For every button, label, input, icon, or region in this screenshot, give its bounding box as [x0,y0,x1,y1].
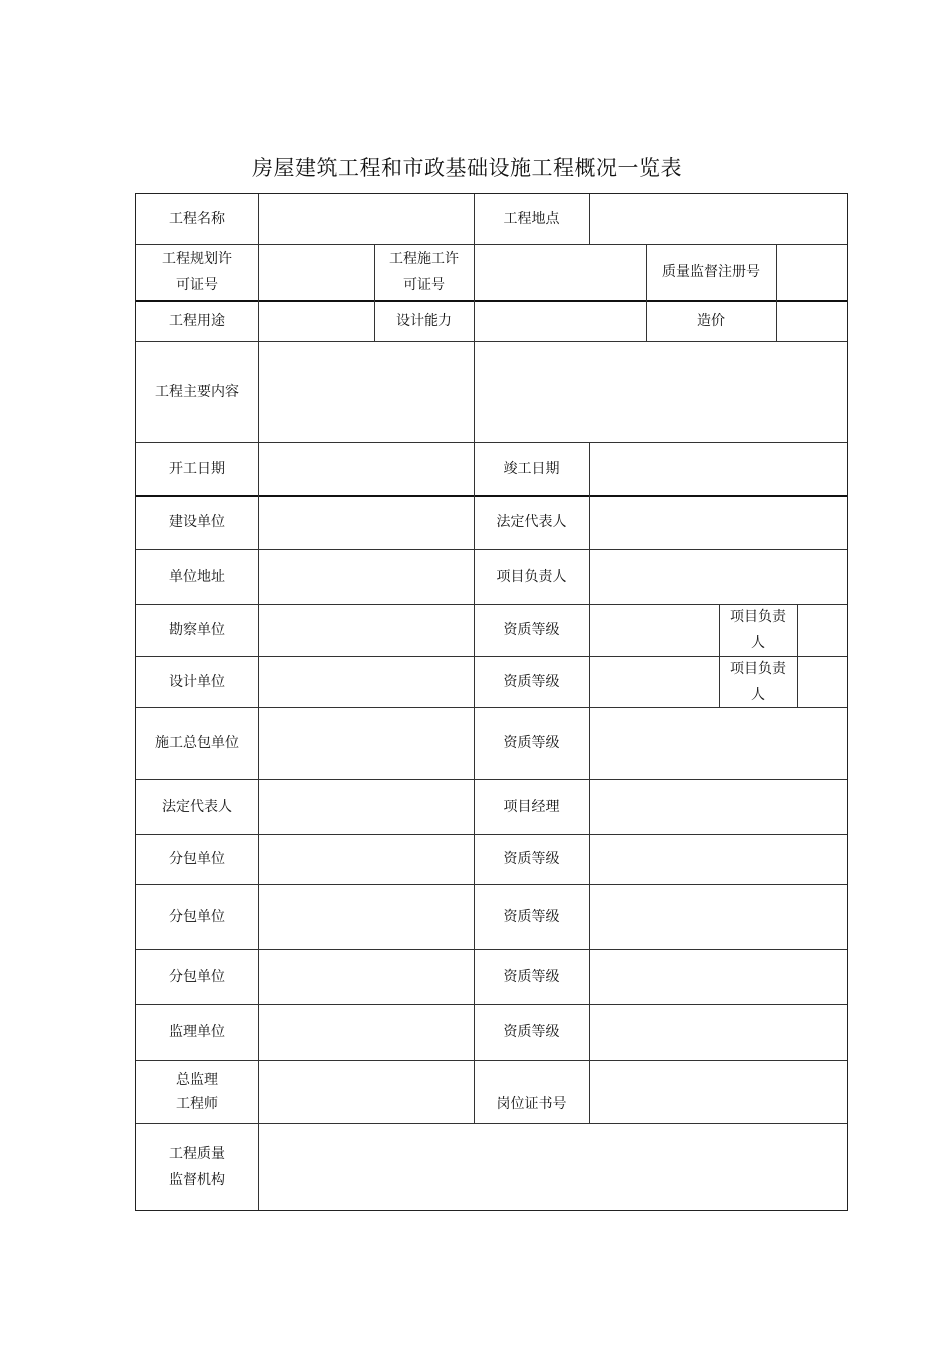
label-chief-supervisor-line2: 工程师 [176,1095,218,1112]
label-design-unit: 设计单位 [169,673,225,690]
label-contractor-legal-rep: 法定代表人 [162,798,232,815]
label-chief-supervisor [136,1060,258,1123]
project-manager-field[interactable] [590,779,847,834]
label-supervision-unit: 监理单位 [169,1024,225,1040]
label-general-contractor: 施工总包单位 [155,735,239,751]
survey-unit-field[interactable] [259,604,474,656]
label-planning-permit-line1: 工程规划许 [162,251,232,267]
label-subcontractor-2: 分包单位 [169,908,225,925]
label-design-capacity: 设计能力 [396,312,452,329]
label-construction-permit-line1: 工程施工许 [389,251,459,267]
cost-field[interactable] [777,300,847,341]
design-grade-field[interactable] [590,656,719,707]
overview-form [135,193,848,1211]
label-subcontractor-2-grade: 资质等级 [503,908,560,925]
survey-grade-field[interactable] [590,604,719,656]
label-planning-permit [136,244,258,300]
subcontractor-1-grade-field[interactable] [590,834,847,884]
label-project-location: 工程地点 [503,211,560,227]
label-main-content: 工程主要内容 [155,383,239,400]
main-content-field[interactable] [259,341,847,442]
label-survey-grade: 资质等级 [503,622,560,638]
label-contractor-grade: 资质等级 [503,735,560,751]
legal-rep-field[interactable] [590,495,847,549]
unit-address-field[interactable] [259,549,474,604]
label-quality-org [136,1123,258,1210]
label-survey-unit: 勘察单位 [169,622,225,638]
label-project-leader: 项目负责人 [496,568,567,585]
label-survey-leader [719,604,797,656]
design-leader-field[interactable] [798,656,847,707]
contractor-grade-field[interactable] [590,707,847,779]
project-leader-field[interactable] [590,549,847,604]
label-design-leader-line1: 项目负责 [730,660,786,677]
label-start-date: 开工日期 [169,460,225,477]
label-cost: 造价 [697,312,725,329]
label-survey-leader-line1: 项目负责 [730,609,786,625]
subcontractor-3-grade-field[interactable] [590,949,847,1004]
chief-supervisor-field[interactable] [259,1060,474,1123]
label-construction-permit-line2: 可证号 [403,277,445,293]
label-completion-date: 竣工日期 [503,460,560,477]
label-quality-reg-no: 质量监督注册号 [662,264,760,280]
label-builder: 建设单位 [169,514,225,530]
construction-permit-field[interactable] [475,244,646,300]
label-survey-leader-line2: 人 [751,635,765,651]
label-project-name: 工程名称 [169,211,225,227]
project-use-field[interactable] [259,300,374,341]
design-unit-field[interactable] [259,656,474,707]
design-capacity-field[interactable] [475,300,646,341]
builder-field[interactable] [259,495,474,549]
label-subcontractor-3: 分包单位 [169,968,225,985]
supervision-grade-field[interactable] [590,1004,847,1060]
label-project-manager: 项目经理 [503,798,560,815]
project-location-field[interactable] [590,194,847,244]
general-contractor-field[interactable] [259,707,474,779]
completion-date-field[interactable] [590,442,847,495]
post-cert-no-field[interactable] [590,1060,847,1123]
label-supervision-grade: 资质等级 [503,1024,560,1040]
subcontractor-2-grade-field[interactable] [590,884,847,949]
label-quality-org-line2: 监督机构 [169,1171,225,1188]
label-design-grade: 资质等级 [503,673,560,690]
supervision-unit-field[interactable] [259,1004,474,1060]
subcontractor-3-field[interactable] [259,949,474,1004]
label-post-cert-no: 岗位证书号 [496,1096,567,1112]
label-subcontractor-3-grade: 资质等级 [503,968,560,985]
quality-reg-no-field[interactable] [777,244,847,300]
survey-leader-field[interactable] [798,604,847,656]
planning-permit-field[interactable] [259,244,374,300]
label-planning-permit-line2: 可证号 [176,277,218,293]
label-quality-org-line1: 工程质量 [169,1145,225,1162]
label-chief-supervisor-line1: 总监理 [176,1071,218,1088]
label-unit-address: 单位地址 [169,568,225,585]
quality-org-field[interactable] [259,1123,847,1210]
contractor-legal-rep-field[interactable] [259,779,474,834]
label-construction-permit [374,244,474,300]
subcontractor-2-field[interactable] [259,884,474,949]
project-name-field[interactable] [259,194,474,244]
label-subcontractor-1: 分包单位 [169,851,225,867]
start-date-field[interactable] [259,442,474,495]
label-design-leader-line2: 人 [751,686,765,703]
label-legal-rep: 法定代表人 [496,514,567,530]
label-project-use: 工程用途 [169,312,225,329]
label-design-leader [719,656,797,707]
subcontractor-1-field[interactable] [259,834,474,884]
form-title: 房屋建筑工程和市政基础设施工程概况一览表 [252,156,682,180]
label-subcontractor-1-grade: 资质等级 [503,851,560,867]
